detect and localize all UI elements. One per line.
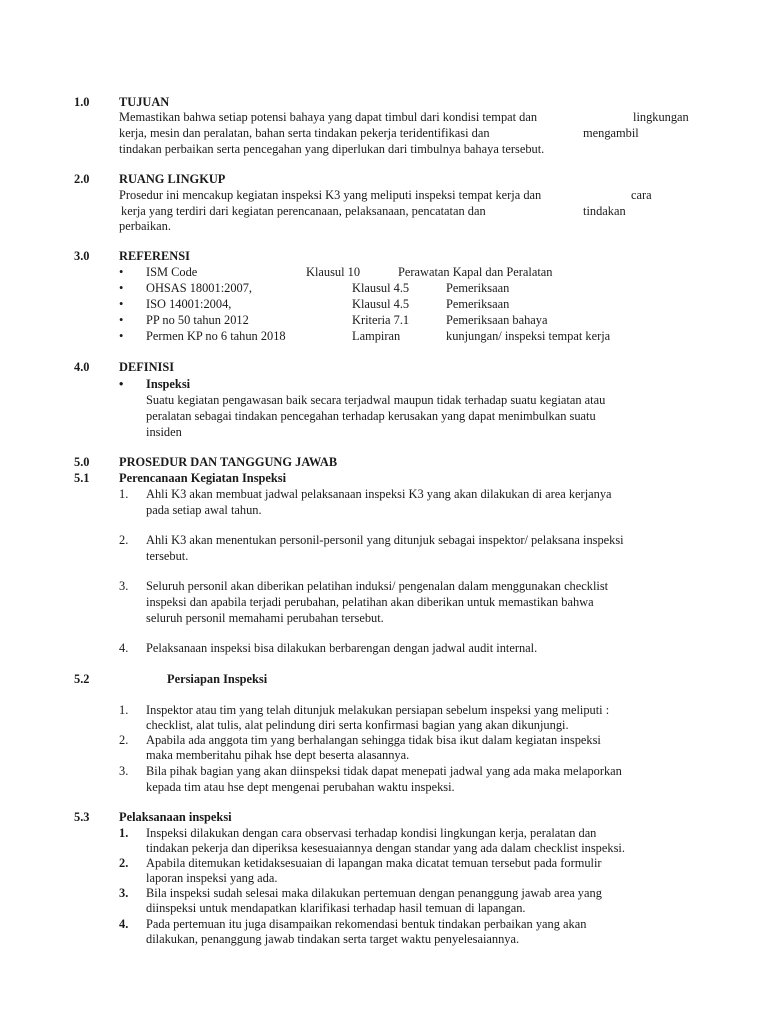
list-item-line: Ahli K3 akan menentukan personil-personil yang ditunjuk sebagai inspektor/ pelaksana inspeksi [146, 533, 624, 547]
section-1-line-end: mengambil [583, 126, 639, 140]
list-item-line: kepada tim atau hse dept mengenai perubahan waktu inspeksi. [146, 780, 455, 794]
subsection-5-1-number: 5.1 [74, 471, 90, 485]
subsection-5-3-title: Pelaksanaan inspeksi [119, 810, 232, 824]
list-item-line: seluruh personil memahami perubahan tersebut. [146, 611, 384, 625]
list-item-line: Bila pihak bagian yang akan diinspeksi tidak dapat menepati jadwal yang ada maka melaporkan [146, 764, 622, 778]
reference-desc: Pemeriksaan [446, 297, 510, 311]
reference-clause: Lampiran [352, 329, 401, 343]
list-item-line: tersebut. [146, 549, 189, 563]
list-item-line: checklist, alat tulis, alat pelindung diri serta konfirmasi bagian yang akan dikunjungi. [146, 718, 569, 732]
section-2-line: perbaikan. [119, 219, 171, 233]
section-5-title: PROSEDUR DAN TANGGUNG JAWAB [119, 455, 338, 469]
list-item-line: Bila inspeksi sudah selesai maka dilakukan pertemuan dengan penanggung jawab area yang [146, 886, 602, 900]
subsection-5-2-number: 5.2 [74, 672, 90, 686]
list-number: 2. [119, 856, 129, 870]
list-number: 1. [119, 487, 129, 501]
section-4-title: DEFINISI [119, 360, 175, 374]
reference-desc: Pemeriksaan bahaya [446, 313, 548, 327]
bullet-icon: • [119, 329, 124, 343]
list-item-line: diinspeksi untuk mendapatkan klarifikasi terhadap hasil temuan di lapangan. [146, 901, 526, 915]
list-item-line: Apabila ada anggota tim yang berhalangan sehingga tidak bisa ikut dalam kegiatan inspeksi [146, 733, 601, 747]
list-item-line: Pelaksanaan inspeksi bisa dilakukan berbarengan dengan jadwal audit internal. [146, 641, 538, 655]
list-number: 2. [119, 533, 129, 547]
reference-name: OHSAS 18001:2007, [146, 281, 253, 295]
list-number: 4. [119, 641, 129, 655]
section-4-number: 4.0 [74, 360, 90, 374]
list-number: 2. [119, 733, 129, 747]
section-2-number: 2.0 [74, 172, 90, 186]
bullet-icon: • [119, 265, 124, 279]
section-1-line: Memastikan bahwa setiap potensi bahaya yang dapat timbul dari kondisi tempat dan [119, 110, 538, 124]
section-2-title: RUANG LINGKUP [119, 172, 226, 186]
subsection-5-1-title: Perencanaan Kegiatan Inspeksi [119, 471, 287, 485]
list-item-line: tindakan pekerja dan diperiksa kesesuaiannya dengan standar yang ada dalam checklist inspeksi. [146, 841, 625, 855]
list-item-line: Pada pertemuan itu juga disampaikan rekomendasi bentuk tindakan perbaikan yang akan [146, 917, 587, 931]
section-5-number: 5.0 [74, 455, 90, 469]
list-item-line: Seluruh personil akan diberikan pelatihan induksi/ pengenalan dalam menggunakan checklist [146, 579, 609, 593]
reference-name: Permen KP no 6 tahun 2018 [146, 329, 286, 343]
bullet-icon: • [119, 313, 124, 327]
definition-line: peralatan sebagai tindakan pencegahan terhadap kerusakan yang dapat menimbulkan suatu [146, 409, 596, 423]
section-1-line-end: lingkungan [633, 110, 689, 124]
definition-line: Suatu kegiatan pengawasan baik secara terjadwal maupun tidak terhadap suatu kegiatan atau [146, 393, 606, 407]
bullet-icon: • [119, 377, 124, 391]
definition-term: Inspeksi [146, 377, 191, 391]
reference-clause: Klausul 10 [306, 265, 361, 279]
list-number: 1. [119, 703, 129, 717]
section-1-line: tindakan perbaikan serta pencegahan yang diperlukan dari timbulnya bahaya tersebut. [119, 142, 545, 156]
list-item-line: Inspektor atau tim yang telah ditunjuk melakukan persiapan sebelum inspeksi yang meliputi : [146, 703, 610, 717]
list-item-line: inspeksi dan apabila terjadi perubahan, pelatihan akan diberikan untuk memastikan bahwa [146, 595, 594, 609]
definition-line: insiden [146, 425, 182, 439]
section-3-number: 3.0 [74, 249, 90, 263]
section-2-line: kerja yang terdiri dari kegiatan perencanaan, pelaksanaan, pencatatan dan [121, 204, 486, 218]
list-number: 1. [119, 826, 129, 840]
list-item-line: Inspeksi dilakukan dengan cara observasi terhadap kondisi lingkungan kerja, peralatan dan [146, 826, 597, 840]
list-item-line: pada setiap awal tahun. [146, 503, 262, 517]
list-item-line: laporan inspeksi yang ada. [146, 871, 278, 885]
section-1-title: TUJUAN [119, 95, 170, 109]
reference-name: ISO 14001:2004, [146, 297, 232, 311]
bullet-icon: • [119, 281, 124, 295]
subsection-5-3-number: 5.3 [74, 810, 90, 824]
reference-desc: Perawatan Kapal dan Peralatan [398, 265, 553, 279]
section-3-title: REFERENSI [119, 249, 190, 263]
reference-clause: Kriteria 7.1 [352, 313, 410, 327]
reference-clause: Klausul 4.5 [352, 281, 410, 295]
list-item-line: Ahli K3 akan membuat jadwal pelaksanaan inspeksi K3 yang akan dilakukan di area kerjanya [146, 487, 612, 501]
section-1-number: 1.0 [74, 95, 90, 109]
list-item-line: dilakukan, penanggung jawab tindakan serta target waktu penyelesaiannya. [146, 932, 520, 946]
reference-desc: Pemeriksaan [446, 281, 510, 295]
reference-desc: kunjungan/ inspeksi tempat kerja [446, 329, 611, 343]
section-2-line: Prosedur ini mencakup kegiatan inspeksi K3 yang meliputi inspeksi tempat kerja dan [119, 188, 542, 202]
section-2-line-end: cara [631, 188, 652, 202]
reference-name: ISM Code [146, 265, 198, 279]
list-number: 3. [119, 579, 129, 593]
list-number: 3. [119, 886, 129, 900]
bullet-icon: • [119, 297, 124, 311]
reference-clause: Klausul 4.5 [352, 297, 410, 311]
section-2-line-end: tindakan [583, 204, 626, 218]
list-item-line: maka memberitahu pihak hse dept beserta alasannya. [146, 748, 410, 762]
list-number: 4. [119, 917, 129, 931]
section-1-line: kerja, mesin dan peralatan, bahan serta tindakan pekerja teridentifikasi dan [119, 126, 490, 140]
list-number: 3. [119, 764, 129, 778]
list-item-line: Apabila ditemukan ketidaksesuaian di lapangan maka dicatat temuan tersebut pada formulir [146, 856, 602, 870]
reference-name: PP no 50 tahun 2012 [146, 313, 249, 327]
subsection-5-2-title: Persiapan Inspeksi [167, 672, 268, 686]
